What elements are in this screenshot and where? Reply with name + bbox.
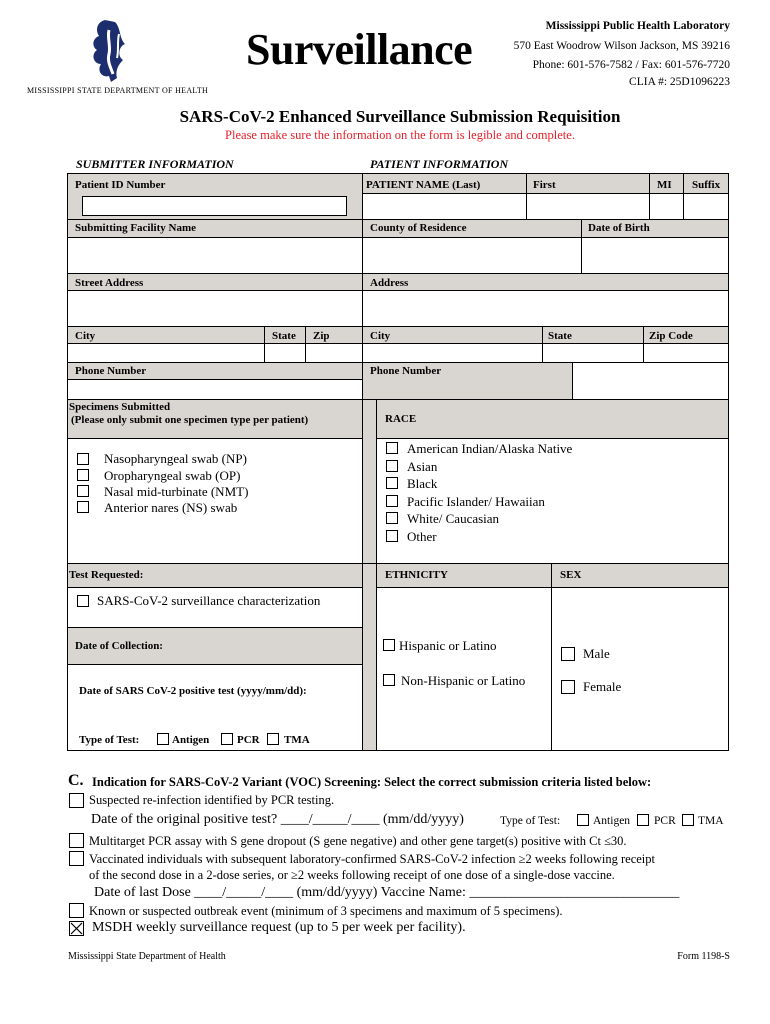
mississippi-state-logo-icon [27, 16, 162, 86]
c-tma-checkbox[interactable] [682, 814, 694, 826]
ethnicity-non-hispanic-checkbox[interactable] [383, 674, 395, 686]
patient-last-label: PATIENT NAME (Last) [366, 179, 481, 191]
test-requested-label: Test Requested: [69, 569, 144, 581]
race-other-checkbox[interactable] [386, 530, 398, 542]
patient-heading: PATIENT INFORMATION [370, 157, 509, 171]
specimen-op-checkbox[interactable] [77, 469, 89, 481]
specimens-note: (Please only submit one specimen type per patient) [71, 414, 309, 426]
street-label: Street Address [75, 277, 144, 289]
ethnicity-spacer-cell [362, 563, 377, 751]
c-pcr-label: PCR [654, 815, 676, 827]
street-input[interactable] [67, 290, 363, 327]
race-pacific-label: Pacific Islander/ Hawaiian [407, 494, 545, 509]
s-gene-dropout-checkbox[interactable] [69, 833, 84, 848]
race-asian-checkbox[interactable] [386, 460, 398, 472]
zip-label: Zip [313, 330, 330, 342]
state-label: State [272, 330, 296, 342]
footer-form-number: Form 1198-S [677, 951, 730, 962]
reinfection-checkbox[interactable] [69, 793, 84, 808]
patient-phone-input[interactable] [572, 362, 729, 400]
sex-heading: SEX [560, 569, 582, 581]
vaccinated-label-line2: of the second dose in a 2-dose series, or ≥2 weeks following receipt of one dose of a single-dose vaccine. [89, 868, 615, 882]
test-type-tma-label: TMA [284, 734, 310, 746]
zip-input[interactable] [305, 343, 363, 363]
specimens-heading: Specimens Submitted [69, 401, 171, 413]
race-white-checkbox[interactable] [386, 512, 398, 524]
facility-input[interactable] [67, 237, 363, 274]
positive-test-date-label: Date of SARS CoV-2 positive test (yyyy/mm/dd): [79, 685, 307, 697]
city-input[interactable] [67, 343, 265, 363]
specimen-np-checkbox[interactable] [77, 453, 89, 465]
weekly-request-checkbox[interactable] [69, 921, 84, 936]
ethnicity-heading: ETHNICITY [385, 569, 448, 581]
weekly-request-label: MSDH weekly surveillance request (up to 5 per week per facility). [92, 920, 466, 935]
surveillance-characterization-checkbox[interactable] [77, 595, 89, 607]
test-type-tma-checkbox[interactable] [267, 733, 279, 745]
msdh-logo [27, 16, 209, 100]
footer-left: Mississippi State Department of Health [68, 951, 226, 962]
test-type-pcr-checkbox[interactable] [221, 733, 233, 745]
race-other-label: Other [407, 529, 437, 544]
page-title: Surveillance [246, 25, 473, 74]
city-label: City [75, 330, 96, 342]
race-black-checkbox[interactable] [386, 477, 398, 489]
specimen-ns-label: Anterior nares (NS) swab [104, 500, 238, 515]
city-label-cell [67, 326, 265, 344]
patient-name-inputs[interactable] [362, 193, 729, 220]
patient-state-label: State [548, 330, 572, 342]
patient-mi-label: MI [657, 179, 672, 191]
patient-zip-label: Zip Code [649, 330, 693, 342]
ethnicity-hispanic-label: Hispanic or Latino [399, 638, 497, 653]
form-subtitle: Please make sure the information on the form is legible and complete. [225, 128, 575, 142]
s-gene-dropout-label: Multitarget PCR assay with S gene dropout (S gene negative) and other gene target(s) positive with Ct ≤30. [89, 834, 627, 848]
patient-city-label: City [370, 330, 391, 342]
county-label: County of Residence [370, 222, 467, 234]
submitter-heading: SUBMITTER INFORMATION [76, 157, 234, 171]
checkmark-x-icon [70, 922, 83, 935]
type-of-test-label: Type of Test: [79, 734, 140, 746]
sex-female-checkbox[interactable] [561, 680, 575, 694]
phone-label: Phone Number [75, 365, 147, 377]
test-type-antigen-label: Antigen [172, 734, 210, 746]
patient-id-label: Patient ID Number [75, 179, 166, 191]
ethnicity-hispanic-checkbox[interactable] [383, 639, 395, 651]
reinfection-label: Suspected re-infection identified by PCR testing. [89, 793, 335, 807]
sex-male-checkbox[interactable] [561, 647, 575, 661]
race-aian-checkbox[interactable] [386, 442, 398, 454]
lab-phone-fax: Phone: 601-576-7582 / Fax: 601-576-7720 [532, 59, 730, 71]
phone-input[interactable] [67, 379, 363, 400]
patient-address-label: Address [370, 277, 409, 289]
race-white-label: White/ Caucasian [407, 511, 500, 526]
ethnicity-sex-divider [551, 587, 552, 751]
lab-address: 570 East Woodrow Wilson Jackson, MS 39216 [513, 40, 730, 52]
patient-suffix-label: Suffix [692, 179, 721, 191]
dob-label: Date of Birth [588, 222, 650, 234]
specimen-nmt-label: Nasal mid-turbinate (NMT) [104, 484, 249, 499]
facility-label: Submitting Facility Name [75, 222, 196, 234]
c-antigen-checkbox[interactable] [577, 814, 589, 826]
lab-name: Mississippi Public Health Laboratory [545, 20, 730, 32]
patient-address-input[interactable] [362, 290, 729, 327]
outbreak-checkbox[interactable] [69, 903, 84, 918]
section-c-heading: Indication for SARS-CoV-2 Variant (VOC) Screening: Select the correct submission criteria listed below: [92, 775, 652, 789]
race-asian-label: Asian [407, 459, 438, 474]
collection-date-label: Date of Collection: [75, 640, 163, 652]
state-input[interactable] [264, 343, 306, 363]
ethnicity-non-hispanic-label: Non-Hispanic or Latino [401, 673, 526, 688]
patient-first-label: First [533, 179, 556, 191]
patient-phone-label: Phone Number [370, 365, 442, 377]
original-positive-date-line: Date of the original positive test? ____/_____/____ (mm/dd/yyyy) [91, 812, 464, 827]
c-type-of-test-label: Type of Test: [500, 815, 561, 827]
last-dose-line: Date of last Dose ____/_____/____ (mm/dd/yyyy) Vaccine Name: ______________________________ [94, 885, 680, 900]
patient-city-inputs[interactable] [362, 343, 729, 363]
test-type-pcr-label: PCR [237, 734, 260, 746]
race-aian-label: American Indian/Alaska Native [407, 441, 573, 456]
race-spacer-cell [362, 399, 377, 564]
test-type-antigen-checkbox[interactable] [157, 733, 169, 745]
section-c-letter: C. [68, 772, 84, 789]
c-antigen-label: Antigen [593, 815, 631, 827]
surveillance-characterization-label: SARS-CoV-2 surveillance characterization [97, 593, 321, 608]
race-label-cell [376, 399, 729, 439]
specimen-ns-checkbox[interactable] [77, 501, 89, 513]
race-pacific-checkbox[interactable] [386, 495, 398, 507]
c-pcr-checkbox[interactable] [637, 814, 649, 826]
c-tma-label: TMA [698, 815, 724, 827]
logo-text: MISSISSIPPI STATE DEPARTMENT OF HEALTH [27, 86, 209, 95]
race-black-label: Black [407, 476, 438, 491]
patient-id-input[interactable] [82, 196, 347, 216]
county-input[interactable] [362, 237, 729, 274]
specimen-op-label: Oropharyngeal swab (OP) [104, 468, 241, 483]
sex-male-label: Male [583, 646, 610, 661]
vaccinated-checkbox[interactable] [69, 851, 84, 866]
race-heading: RACE [385, 413, 417, 425]
sex-female-label: Female [583, 679, 622, 694]
outbreak-label: Known or suspected outbreak event (minimum of 3 specimens and maximum of 5 specimens). [89, 904, 563, 918]
specimen-nmt-checkbox[interactable] [77, 485, 89, 497]
vaccinated-label-line1: Vaccinated individuals with subsequent laboratory-confirmed SARS-CoV-2 infection ≥2 weeks following receipt [89, 852, 655, 866]
specimen-np-label: Nasopharyngeal swab (NP) [104, 451, 247, 466]
address-label-row [362, 273, 729, 291]
form-title: SARS-CoV-2 Enhanced Surveillance Submission Requisition [179, 107, 621, 126]
lab-clia: CLIA #: 25D1096223 [629, 76, 730, 88]
